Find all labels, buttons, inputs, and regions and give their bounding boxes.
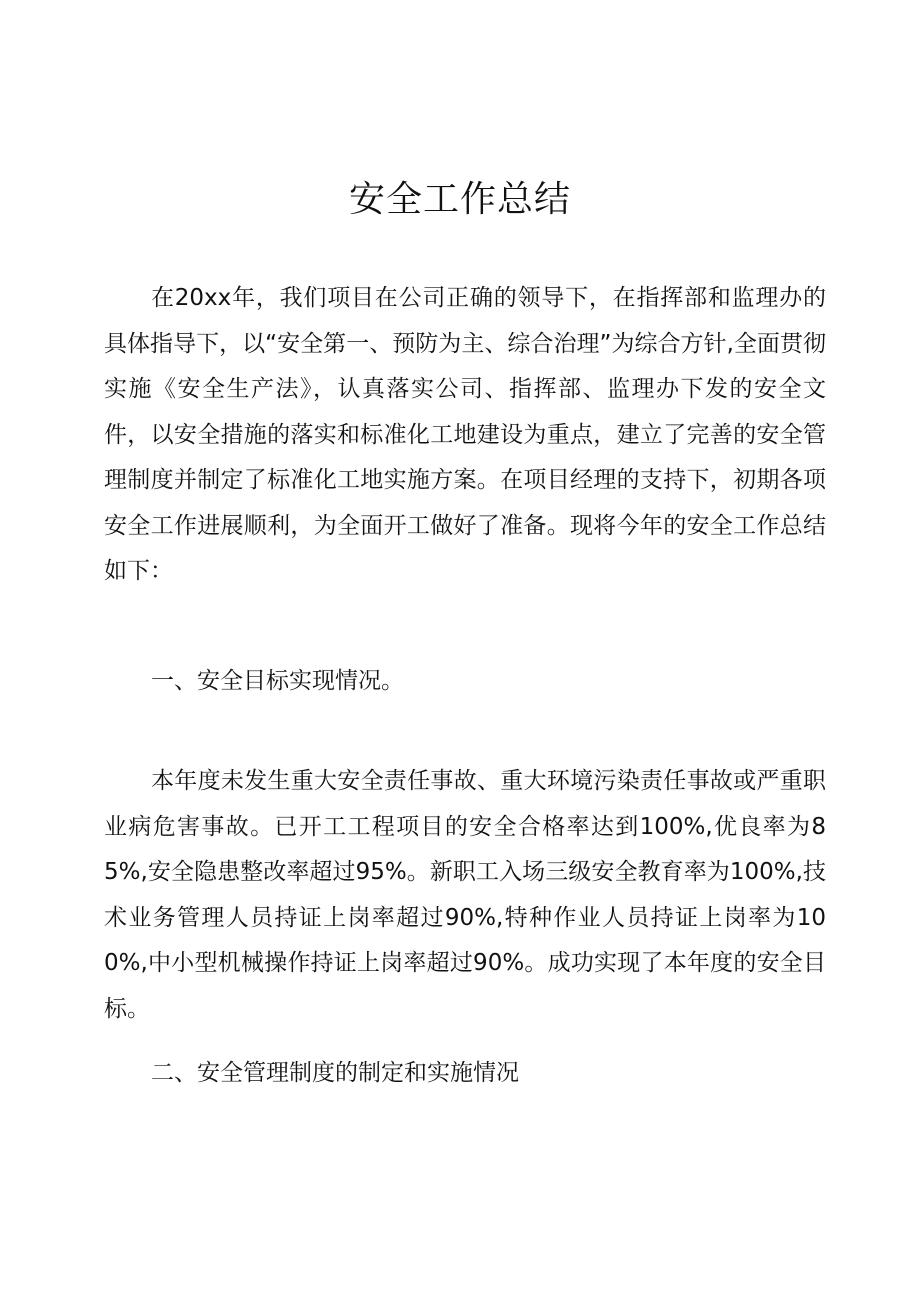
section-heading-safety-goals: 一、安全目标实现情况。 (151, 668, 404, 694)
document-title: 安全工作总结 (348, 179, 571, 220)
section-heading-management-system: 二、安全管理制度的制定和实施情况 (151, 1060, 519, 1086)
intro-paragraph: 在20xx年，我们项目在公司正确的领导下，在指挥部和监理办的具体指导下，以“安全第一、预防为主、综合治理”为综合方针,全面贯彻实施《安全生产法》，认真落实公司、指挥部、监理办下发的安全文件，以安全措施的落实和标准化工地建设为重点，建立了完善的安全管理制度并制定了标准化工地实施方案。在项目经理的支持下，初期各项安全工作进展顺利，为全面开工做好了准备。现将今年的安全工作总结如下： (104, 285, 826, 584)
safety-goals-paragraph: 本年度未发生重大安全责任事故、重大环境污染责任事故或严重职业病危害事故。已开工工程项目的安全合格率达到100%,优良率为85%,安全隐患整改率超过95%。新职工入场三级安全教育率为100%,技术业务管理人员持证上岗率超过90%,特种作业人员持证上岗率为100%,中小型机械操作持证上岗率超过90%。成功实现了本年度的安全目标。 (104, 768, 826, 1022)
